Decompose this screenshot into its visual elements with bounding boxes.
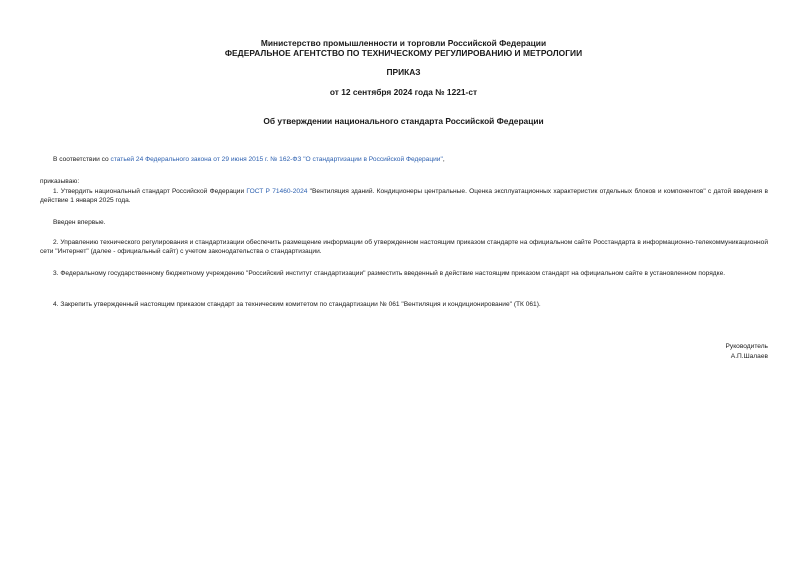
order-subject: Об утверждении национального стандарта Российской Федерации xyxy=(263,116,544,126)
item-1-prefix: 1. Утвердить национальный стандарт Российской Федерации xyxy=(53,188,247,195)
standard-link[interactable]: ГОСТ Р 71460-2024 xyxy=(246,188,308,195)
agency-name: ФЕДЕРАЛЬНОЕ АГЕНТСТВО ПО ТЕХНИЧЕСКОМУ РЕГУЛИРОВАНИЮ И МЕТРОЛОГИИ xyxy=(224,48,583,58)
item-1-suffix: "Вентиляция зданий. Кондиционеры центральные. Оценка эксплуатационных характеристик отдельных блоков и компонентов" с датой введения в действие 1 января 2025 года. xyxy=(40,188,769,205)
document-type: ПРИКАЗ xyxy=(386,67,421,77)
item-3-paragraph: 3. Федеральному государственному бюджетному учреждению "Российский институт стандартизации" разместить введенный в действие настоящим приказом стандарт на официальном сайте в установленном порядке. xyxy=(53,270,726,277)
order-word: приказываю: xyxy=(40,178,80,185)
ministry-name: Министерство промышленности и торговли Российской Федерации xyxy=(260,38,547,48)
signatory-name: А.П.Шалаев xyxy=(730,353,768,360)
signatory-title: Руководитель xyxy=(725,343,768,350)
item-1-paragraph xyxy=(40,187,768,206)
intro-suffix: , xyxy=(442,156,445,163)
intro-prefix: В соответствии со xyxy=(53,156,111,163)
intro-paragraph xyxy=(40,155,768,164)
order-date-number: от 12 сентября 2024 года № 1221-ст xyxy=(329,87,478,97)
item-4-paragraph: 4. Закрепить утвержденный настоящим приказом стандарт за техническим комитетом по стандартизации № 061 "Вентиляция и кондиционирование" (ТК 061). xyxy=(53,301,541,308)
introduced-note: Введен впервые. xyxy=(53,219,106,226)
federal-law-link[interactable]: статьей 24 Федерального закона от 29 июня 2015 г. № 162-ФЗ "О стандартизации в Российской Федерации" xyxy=(110,156,443,163)
item-2-paragraph: 2. Управлению технического регулирования и стандартизации обеспечить размещение информации об утвержденном настоящим приказом стандарте на официальном сайте Росстандарта в информационно-телекоммуникационной сети "Интернет" (далее - официальный сайт) с учетом законодательства о стандартизации. xyxy=(40,239,768,256)
